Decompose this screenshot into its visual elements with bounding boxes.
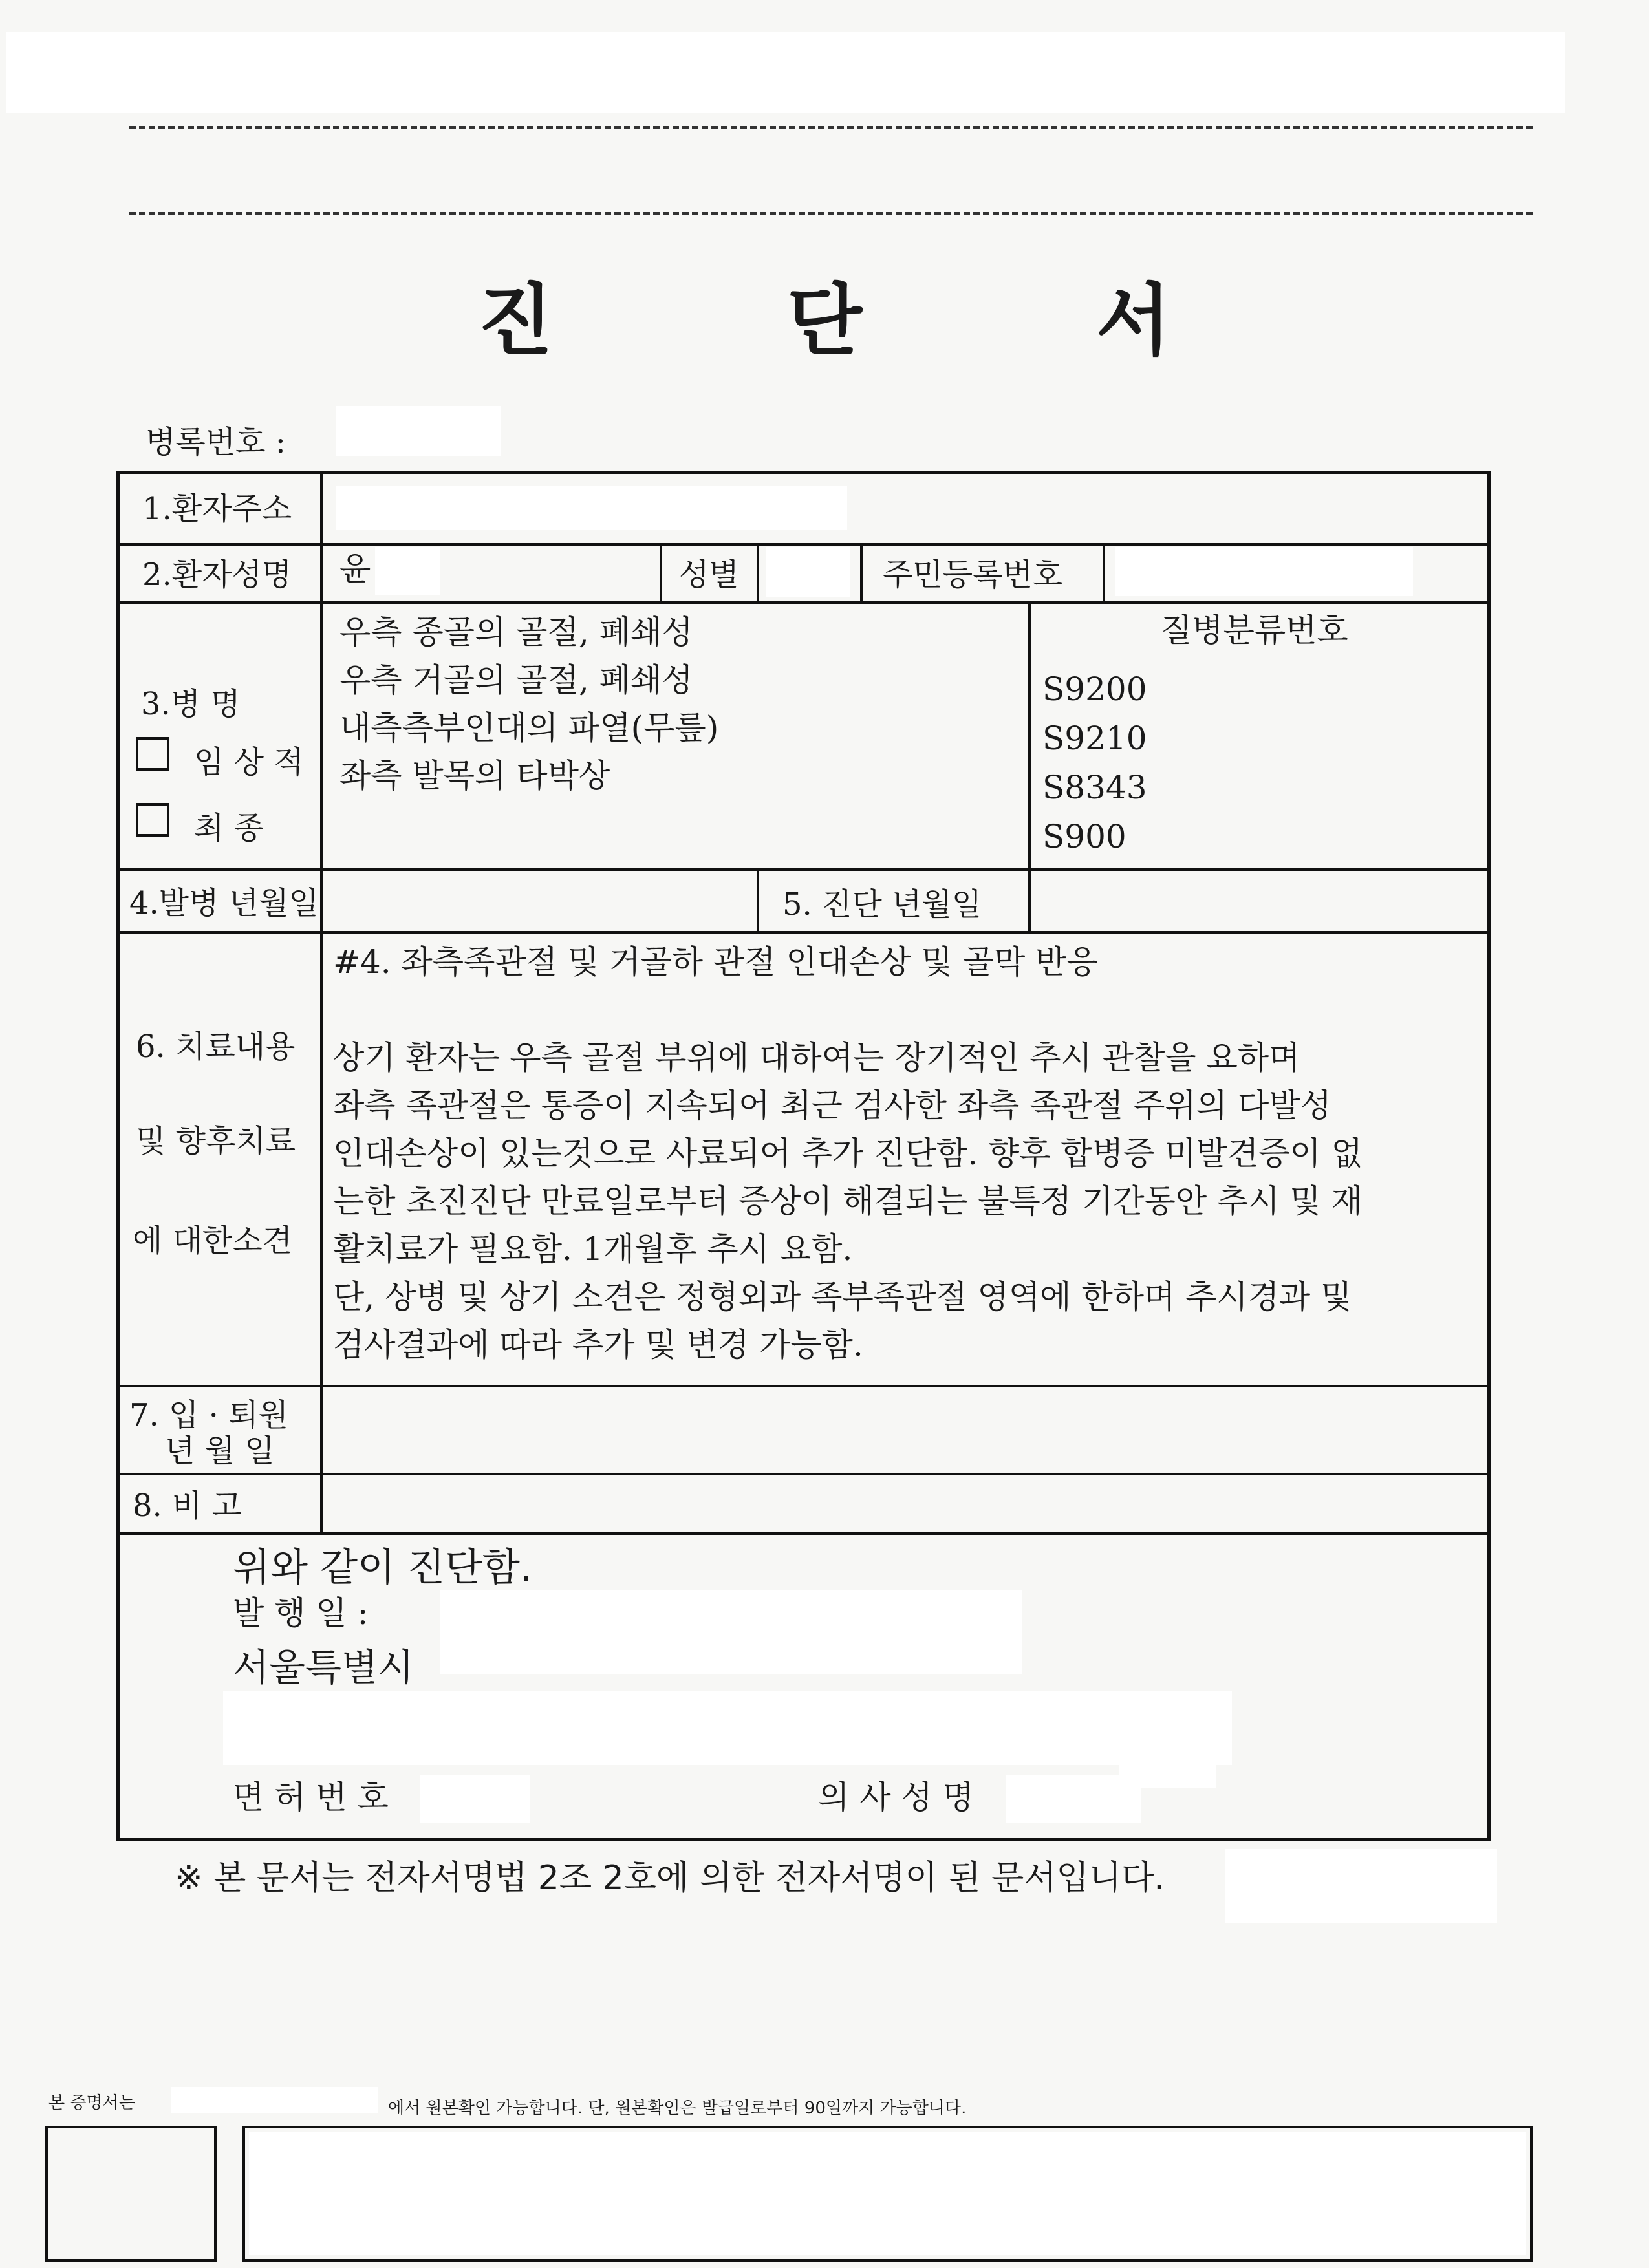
row-divider [116, 1532, 1491, 1535]
column-divider [1028, 601, 1031, 868]
patient-name: 윤 [339, 550, 371, 588]
column-divider [860, 543, 863, 601]
treatment-line: 단, 상병 및 상기 소견은 정형외과 족부족관절 영역에 한하며 추시경과 및 [333, 1278, 1352, 1316]
column-divider [320, 471, 323, 1532]
treatment-line: #4. 좌측족관절 및 거골하 관절 인대손상 및 골막 반응 [333, 943, 1098, 981]
redacted-name [375, 547, 440, 595]
license-label: 면 허 번 호 [233, 1779, 389, 1816]
name-label: 2.환자성명 [142, 557, 292, 593]
redacted-barcode [249, 2132, 1526, 2255]
column-divider [1103, 543, 1105, 601]
redacted-license [420, 1775, 530, 1823]
redacted-verify-url [171, 2087, 378, 2113]
admission-label: 년 월 일 [165, 1433, 275, 1469]
treatment-line: 상기 환자는 우측 골절 부위에 대하여는 장기적인 추시 관찰을 요하며 [333, 1039, 1300, 1076]
diagnosis-date-label: 5. 진단 년월일 [782, 886, 982, 923]
final-checkbox[interactable] [136, 803, 169, 837]
diagnosis-item: 내측측부인대의 파열(무릎) [339, 709, 719, 747]
treatment-line: 는한 초진진단 만료일로부터 증상이 해결되는 불특정 기간동안 추시 및 재 [333, 1182, 1363, 1220]
rrn-label: 주민등록번호 [883, 557, 1063, 593]
disease-code: S900 [1042, 818, 1126, 855]
remarks-label: 8. 비 고 [133, 1488, 242, 1524]
issue-date-label: 발 행 일 : [233, 1594, 369, 1632]
dashed-divider [129, 126, 1533, 129]
page-title: 진 단 서 [478, 276, 1275, 366]
final-label: 최 종 [194, 810, 264, 846]
disease-code: S9200 [1042, 670, 1147, 708]
redacted-hospital [223, 1691, 1232, 1765]
disease-label: 3.병 명 [141, 686, 241, 722]
onset-date-label: 4.발병 년월일 [129, 885, 319, 921]
city-name: 서울특별시 [233, 1645, 415, 1689]
code-header: 질병분류번호 [1161, 612, 1348, 649]
clinical-label: 임 상 적 [194, 744, 304, 780]
diagnosis-item: 좌측 발목의 타박상 [339, 757, 610, 795]
treatment-label: 에 대한소견 [133, 1223, 293, 1259]
treatment-line: 검사결과에 따라 추가 및 변경 가능함. [333, 1326, 863, 1364]
diagnosis-statement: 위와 같이 진단함. [233, 1545, 532, 1590]
doctor-label: 의 사 성 명 [818, 1779, 974, 1816]
diagnosis-item: 우측 종골의 골절, 폐쇄성 [339, 614, 693, 651]
gender-label: 성별 [679, 557, 739, 593]
treatment-label: 및 향후치료 [136, 1123, 296, 1159]
diagnosis-item: 우측 거골의 골절, 폐쇄성 [339, 661, 693, 699]
verify-suffix: 에서 원본확인 가능합니다. 단, 원본확인은 발급일로부터 90일까지 가능합니다. [388, 2099, 967, 2118]
treatment-label: 6. 치료내용 [136, 1029, 296, 1065]
dashed-divider [129, 212, 1533, 215]
redacted-issue-date [440, 1590, 1022, 1674]
redacted-stamp [1225, 1849, 1497, 1923]
redacted-gender [766, 547, 850, 597]
admission-label: 7. 입 · 퇴원 [129, 1397, 288, 1433]
barcode-box [45, 2126, 217, 2262]
disease-code: S9210 [1042, 720, 1147, 757]
treatment-line: 좌측 족관절은 통증이 지속되어 최근 검사한 좌측 족관절 주위의 다발성 [333, 1087, 1331, 1124]
treatment-line: 활치료가 필요함. 1개월후 추시 요함. [333, 1230, 853, 1268]
record-no-label: 병록번호 : [146, 424, 286, 460]
redacted-rrn [1116, 547, 1413, 596]
redacted-record-no [336, 406, 501, 456]
redacted-doctor [1006, 1775, 1141, 1823]
address-label: 1.환자주소 [142, 491, 292, 527]
treatment-line: 인대손상이 있는것으로 사료되어 추가 진단함. 향후 합병증 미발견증이 없 [333, 1135, 1363, 1172]
column-divider [660, 543, 662, 601]
clinical-checkbox[interactable] [136, 737, 169, 771]
column-divider [757, 868, 759, 931]
column-divider [757, 543, 759, 601]
redacted-header [6, 32, 1565, 113]
disease-code: S8343 [1042, 769, 1147, 806]
column-divider [1028, 868, 1031, 931]
esign-note: ※ 본 문서는 전자서명법 2조 2호에 의한 전자서명이 된 문서입니다. [175, 1859, 1165, 1898]
redacted-address [336, 486, 847, 530]
verify-prefix: 본 증명서는 [48, 2093, 135, 2113]
